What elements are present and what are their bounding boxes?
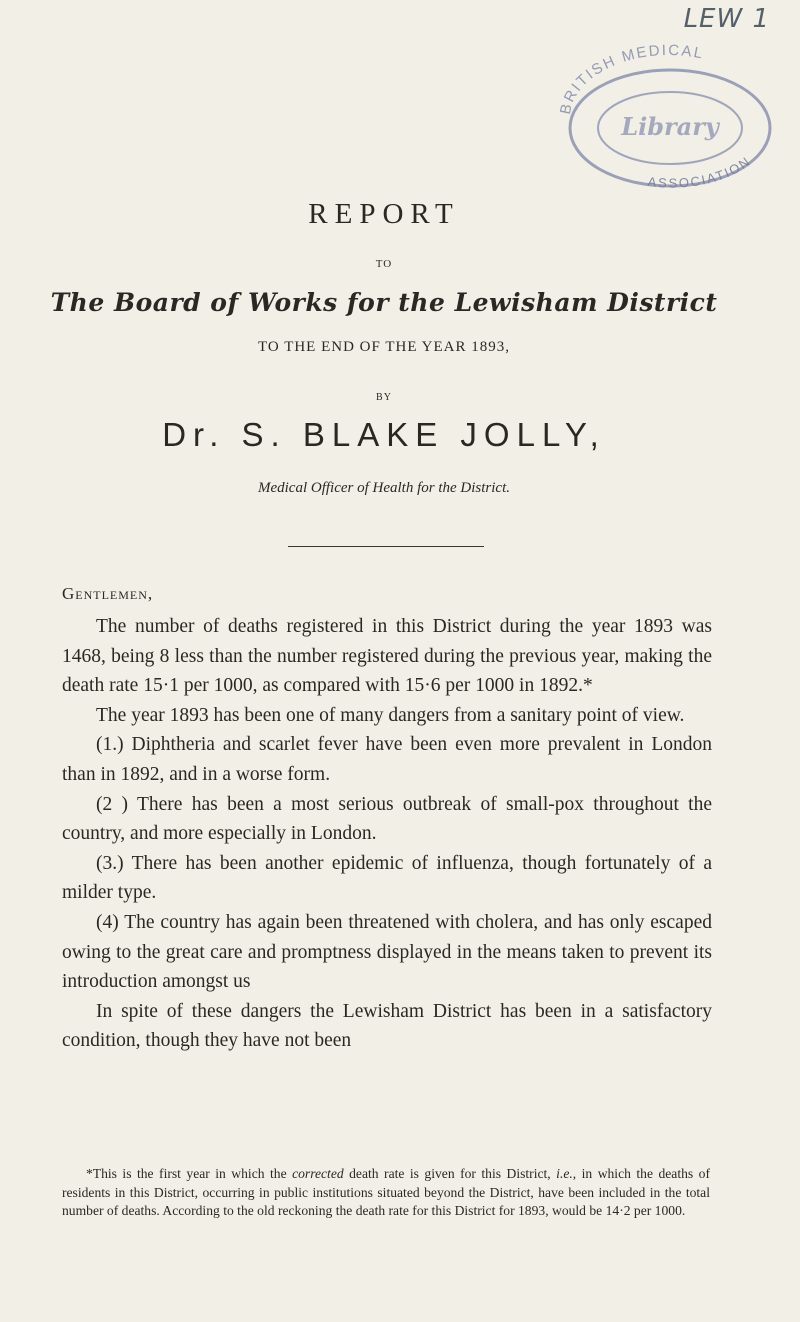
paragraph-condition: In spite of these dangers the Lewisham District has been in a satisfactory condition, though they have not been xyxy=(62,1000,712,1052)
report-period: TO THE END OF THE YEAR 1893, xyxy=(257,339,511,355)
salutation: Gentlemen, xyxy=(62,584,154,603)
stamp-bottom-text: ASSOCIATION xyxy=(646,153,754,190)
to-label: TO xyxy=(375,258,393,270)
report-title: REPORT xyxy=(308,198,460,230)
library-stamp xyxy=(552,40,782,190)
letter-body xyxy=(62,612,712,1056)
stamp-top-text: BRITISH MEDICAL xyxy=(556,41,706,116)
paragraph-dangers: The year 1893 has been one of many dangers from a sanitary point of view. xyxy=(96,704,685,726)
author-name: Dr. S. BLAKE JOLLY, xyxy=(162,416,606,453)
footnote-part-2: death rate is given for this District, xyxy=(343,1166,557,1181)
paragraph-influenza: (3.) There has been another epidemic of influenza, though fortunately of a milder type. xyxy=(62,852,712,904)
footnote xyxy=(62,1165,710,1221)
paragraph-smallpox: (2 ) There has been a most serious outbreak of small-pox throughout the country, and more especially in London. xyxy=(62,793,712,845)
board-name: The Board of Works for the Lewisham District xyxy=(50,288,718,317)
footnote-part-1: *This is the first year in which the xyxy=(86,1166,293,1181)
author-office: Medical Officer of Health for the District. xyxy=(257,480,511,496)
stamp-center-text: Library xyxy=(621,112,719,141)
paragraph-death-rate: The number of deaths registered in this District during the year 1893 was 1468, being 8 less than the number registered during the previous year, making the death rate 15·1 per 1000, as compared with 15·6 per 1000 in 1892.* xyxy=(62,616,712,697)
paragraph-cholera: (4) The country has again been threatened with cholera, and has only escaped owing to the great care and promptness displayed in the means taken to prevent its introduction amongst us xyxy=(62,911,712,993)
handwritten-catalog-note: LEW 1 xyxy=(683,4,770,34)
paragraph-diphtheria: (1.) Diphtheria and scarlet fever have been even more prevalent in London than in 1892, and in a worse form. xyxy=(62,734,712,785)
footnote-italic-corrected: corrected xyxy=(292,1166,344,1181)
by-label: BY xyxy=(376,392,392,403)
svg-text:ASSOCIATION xyxy=(647,153,754,190)
footnote-part-3: , in which the deaths of residents in this District, occurring in public institutions situated beyond the District, have been included in the total number of deaths. According to the old reckoning the death rate for this District for 1893, would be 14·2 per 1000. xyxy=(62,1166,710,1219)
footnote-text xyxy=(62,1165,710,1221)
divider-rule xyxy=(288,546,484,547)
footnote-italic-ie: i.e. xyxy=(556,1166,573,1181)
